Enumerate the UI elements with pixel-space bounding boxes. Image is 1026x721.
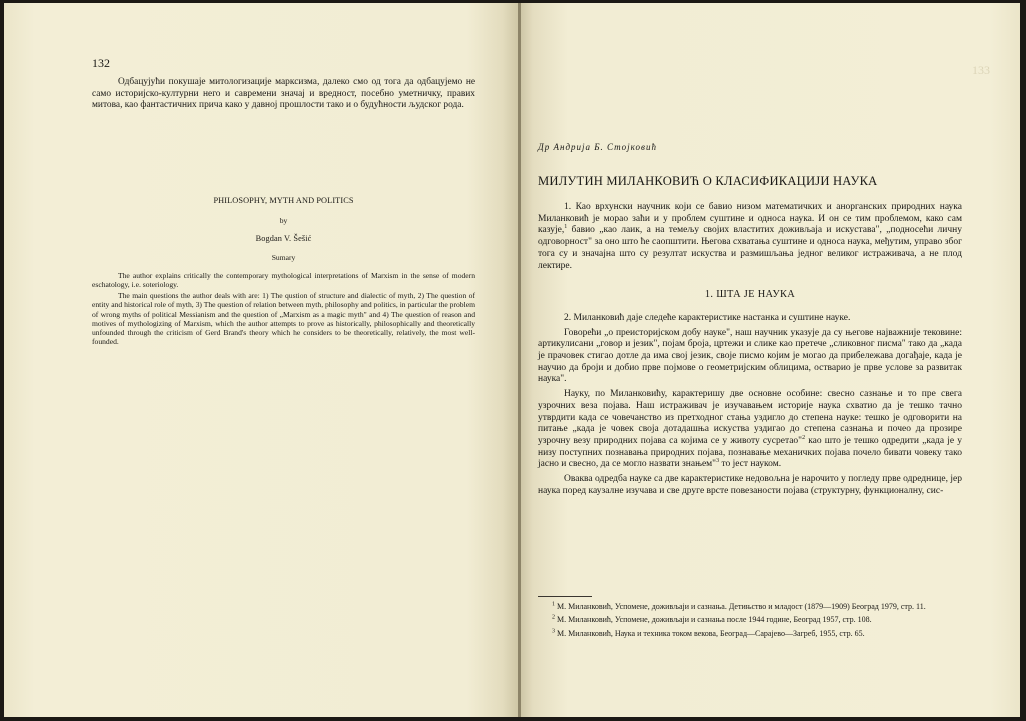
paragraph-4-text: Науку, по Миланковићу, карактеришу две основне особине: свесно сазнање и то пре свега узрочних веза појава. Наш истраживач је изучавањем историје наука схватио да је тешко тачно утврдити када се човечанство из претходног стања уздигло до степена науке: тешко је одговорити на питање „када је човек своја дотадашња искуства уздигао до степена сазнања и почео да прозире узрочну везу природних појава са којима се у животу сусретао" xyxy=(538,389,962,446)
summary-paragraph-2: The main questions the author deals with are: 1) The qustion of structure and dialectic of myth, 2) The question of entity and historical role of myth, 3) The question of relation between myth, philosophy and politics, in particular the problem of wrong myths of political Messianism and the question of „Marxism as a magic myth" and 4) The question of reason and motives of mythologizing of Marxism, which the author attempts to prove as historically, philosophically and theoretically unfounded through the criticism of Gerd Brand's theory which he considers to be theoretically, relatively, the most well-founded. xyxy=(92,291,475,347)
body-paragraph-4 xyxy=(538,389,962,471)
book-spread xyxy=(4,3,1020,717)
summary-title: PHILOSOPHY, MYTH AND POLITICS xyxy=(213,196,354,205)
intro-paragraph: Одбацујући покушаје митологизације марксизма, далеко смо од тога да одбацујемо не само историјско-културни него и савремени значај и вредност, посебно уметничку, правих митова, као фантастичних прича како у давној прошлости тако и о будућности људског рода. xyxy=(92,77,475,111)
summary-by: by xyxy=(279,216,288,226)
left-page xyxy=(4,3,518,717)
summary-heading: Sumary xyxy=(271,252,296,262)
article-title: МИЛУТИН МИЛАНКОВИЋ О КЛАСИФИКАЦИЈИ НАУКА xyxy=(538,174,878,188)
paragraph-4-text-end: то јест науком. xyxy=(719,459,782,470)
body-paragraph-3: Говорећи „о преисторијском добу науке", наш научник указује да су његове најважније тековине: артикулисани „говор и језик", појам броја, цртежи и слике као претече „сликовног писма" тако да „када је прачовек стигао дотле да има свој језик, своје писмо којим је могао да прибележава догађаје, када је научио да броји и добио прве појмове о геометријским облицима, остварио је прве услове за развитак наука". xyxy=(538,327,962,385)
article-body xyxy=(538,202,962,497)
page-number: 132 xyxy=(92,56,110,70)
body-paragraph-1 xyxy=(538,202,962,272)
ghost-page-number: 133 xyxy=(972,63,990,77)
footnote-ref-2: 2 xyxy=(802,434,806,441)
paragraph-1-text-cont: бавио „као лаик, а на темељу својих властитих доживљаја и искустава", „подносећи личну одговорност" за оно што ће саопштити. Његова схватања суштине и односа наука, међутим, управо због тога су и значајна што су резултат искуства и размишљања једног великог истраживача, а не плод лектире. xyxy=(538,225,962,271)
footnotes xyxy=(538,602,962,642)
body-paragraph-5: Оваква одредба науке са две карактеристике недовољна је нарочито у погледу прве одреднице, јер наука поред каузалне изучава и све друге врсте повезаности појава (структурну, функционалну, сис- xyxy=(538,474,962,496)
body-paragraph-2: 2. Миланковић даје следеће карактеристике настанка и суштине науке. xyxy=(564,312,851,323)
summary-author: Bogdan V. Šešić xyxy=(255,234,312,244)
right-page xyxy=(518,3,1020,717)
english-summary xyxy=(92,196,475,346)
footnote: $^3$ М. Миланковић, Наука и техника током векова, Београд—Сарајево—Загреб, 1955, стр. 65. xyxy=(552,628,865,638)
footnote: $^2$ М. Миланковић, Успомене, доживљаји и сазнања после 1944 године, Београд 1957, стр. 108. xyxy=(552,614,872,625)
article-author: Др Андрија Б. Стојковић xyxy=(538,142,657,152)
footnote-ref-3: 3 xyxy=(716,458,720,465)
summary-paragraph-1: The author explains critically the contemporary mythological interpretations of Marxism in the sense of modern eschatology, i.e. soteriology. xyxy=(92,270,475,290)
paragraph-1-text: 1. Као врхунски научник који се бавио низом математичких и анорганских природних наука Миланковић је морао заћи и у проблем суштине и односа наука. И он се тим проблемом, како сам казује, xyxy=(538,202,962,236)
footnote-ref-1: 1 xyxy=(564,224,568,231)
section-heading: 1. ШТА ЈЕ НАУКА xyxy=(704,289,796,301)
book-gutter xyxy=(518,3,521,717)
paragraph-4-text-cont: као што је тешко одредити „када је у низу поступних познавања природних појава, познавање механичких појава почело бивати човеку тако јасно и свесно, да се могло назвати знањем" xyxy=(538,435,962,470)
footnote: $^1$ М. Миланковић, Успомене, доживљаји и сазнања. Детињство и младост (1879—1909) Београд 1979, стр. 11. xyxy=(552,601,926,611)
footnote-divider xyxy=(538,596,592,597)
